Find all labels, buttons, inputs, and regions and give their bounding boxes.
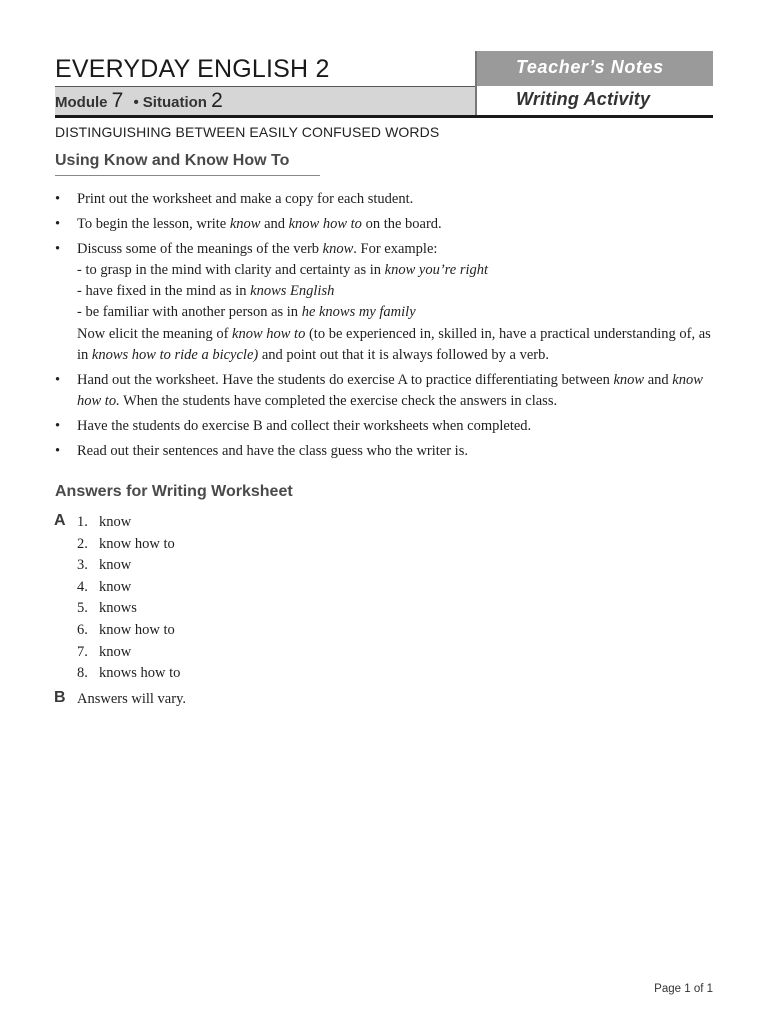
meaning-example <box>77 260 725 281</box>
answer-number: 3. <box>77 557 88 574</box>
list-item <box>55 214 725 235</box>
elicit-paragraph <box>77 324 725 366</box>
answer-text: knows how to <box>99 665 181 682</box>
meaning-text: - to grasp in the mind with clarity and certainty as in <box>77 262 385 278</box>
list-item <box>77 620 180 642</box>
elicit-emphasis: knows how to ride a bicycle) <box>91 347 259 363</box>
module-situation-line <box>55 89 223 113</box>
answer-number: 7. <box>77 643 88 660</box>
list-item <box>77 598 180 620</box>
meaning-text: - be familiar with another person as in <box>77 304 302 320</box>
situation-label: Situation <box>142 94 207 111</box>
section-heading-rule <box>55 175 320 176</box>
list-item <box>77 512 180 534</box>
subtitle: DISTINGUISHING BETWEEN EASILY CONFUSED WORDS <box>55 124 440 140</box>
instruction-emphasis: know <box>322 241 354 257</box>
answers-heading: Answers for Writing Worksheet <box>55 483 293 500</box>
bullet: • <box>55 418 61 434</box>
answer-number: 4. <box>77 578 88 595</box>
activity-label: Writing Activity <box>516 89 651 109</box>
answer-number: 2. <box>77 535 88 552</box>
list-item <box>77 555 180 577</box>
meaning-emphasis: he knows my family <box>301 304 416 320</box>
bullet: • <box>55 372 61 388</box>
answer-b-text: Answers will vary. <box>77 691 186 707</box>
answer-text: know <box>99 557 132 574</box>
answer-section-b-label: B <box>54 689 66 706</box>
answer-number: 1. <box>77 514 88 530</box>
list-item <box>55 370 725 412</box>
answer-list-a <box>77 512 180 685</box>
meaning-emphasis: knows English <box>250 283 335 299</box>
module-number: 7 <box>111 89 124 112</box>
section-heading: Using Know and Know How To <box>55 152 290 169</box>
list-item <box>55 441 725 462</box>
elicit-text: and point out that it is always followed by a verb. <box>258 347 549 363</box>
answer-section-a-label: A <box>54 512 66 529</box>
answer-text: know how to <box>99 535 175 552</box>
list-item <box>55 239 725 366</box>
answer-text: know how to <box>99 621 175 638</box>
instruction-emphasis: know <box>613 372 645 388</box>
elicit-emphasis: know how to <box>232 326 306 342</box>
meaning-text: - have fixed in the mind as in <box>77 283 251 299</box>
elicit-text: Now elicit the meaning of <box>77 326 233 342</box>
instruction-emphasis: know how to. <box>77 372 703 409</box>
teachers-notes-label: Teacher’s Notes <box>516 57 664 77</box>
instruction-text: Discuss some of the meanings of the verb <box>77 241 323 257</box>
instruction-emphasis: know <box>229 216 261 232</box>
page-number: Page 1 of 1 <box>654 983 713 995</box>
situation-number: 2 <box>211 89 223 112</box>
bullet: • <box>55 216 61 232</box>
meaning-emphasis: know you’re right <box>384 262 489 278</box>
instruction-text: Read out their sentences and have the class guess who the writer is. <box>77 443 468 459</box>
answer-text: know <box>99 514 132 530</box>
instruction-list <box>55 189 725 466</box>
instruction-emphasis: know how to <box>288 216 362 232</box>
instruction-text: Print out the worksheet and make a copy for each student. <box>77 191 414 207</box>
bullet: • <box>55 443 61 459</box>
instruction-text: Have the students do exercise B and collect their worksheets when completed. <box>77 418 532 434</box>
instruction-text: and <box>260 216 289 232</box>
answer-text: know <box>99 578 132 595</box>
answer-text: knows <box>99 600 137 617</box>
answer-number: 5. <box>77 600 88 617</box>
list-item <box>77 534 180 556</box>
document-title: EVERYDAY ENGLISH 2 <box>55 55 330 83</box>
list-item <box>55 189 725 210</box>
instruction-text: on the board. <box>361 216 442 232</box>
instruction-text: To begin the lesson, write <box>77 216 230 232</box>
bullet: • <box>55 241 61 257</box>
instruction-text: When the students have completed the exercise check the answers in class. <box>119 393 558 409</box>
answer-number: 6. <box>77 621 88 638</box>
instruction-text: Hand out the worksheet. Have the students do exercise A to practice differentiating between <box>77 372 614 388</box>
instruction-text: . For example: <box>353 241 438 257</box>
separator-bullet: • <box>133 94 139 111</box>
bullet: • <box>55 191 61 207</box>
list-item <box>77 642 180 664</box>
list-item <box>77 663 180 685</box>
meaning-example <box>77 281 725 302</box>
answer-number: 8. <box>77 665 88 682</box>
list-item <box>77 577 180 599</box>
answer-text: know <box>99 643 132 660</box>
instruction-text: and <box>644 372 673 388</box>
module-label: Module <box>55 94 108 111</box>
elicit-text: (to be experienced in, skilled in, have a practical understanding of, as in <box>77 326 711 363</box>
list-item <box>55 416 725 437</box>
header-bottom-rule <box>55 115 713 118</box>
meaning-example <box>77 302 725 323</box>
